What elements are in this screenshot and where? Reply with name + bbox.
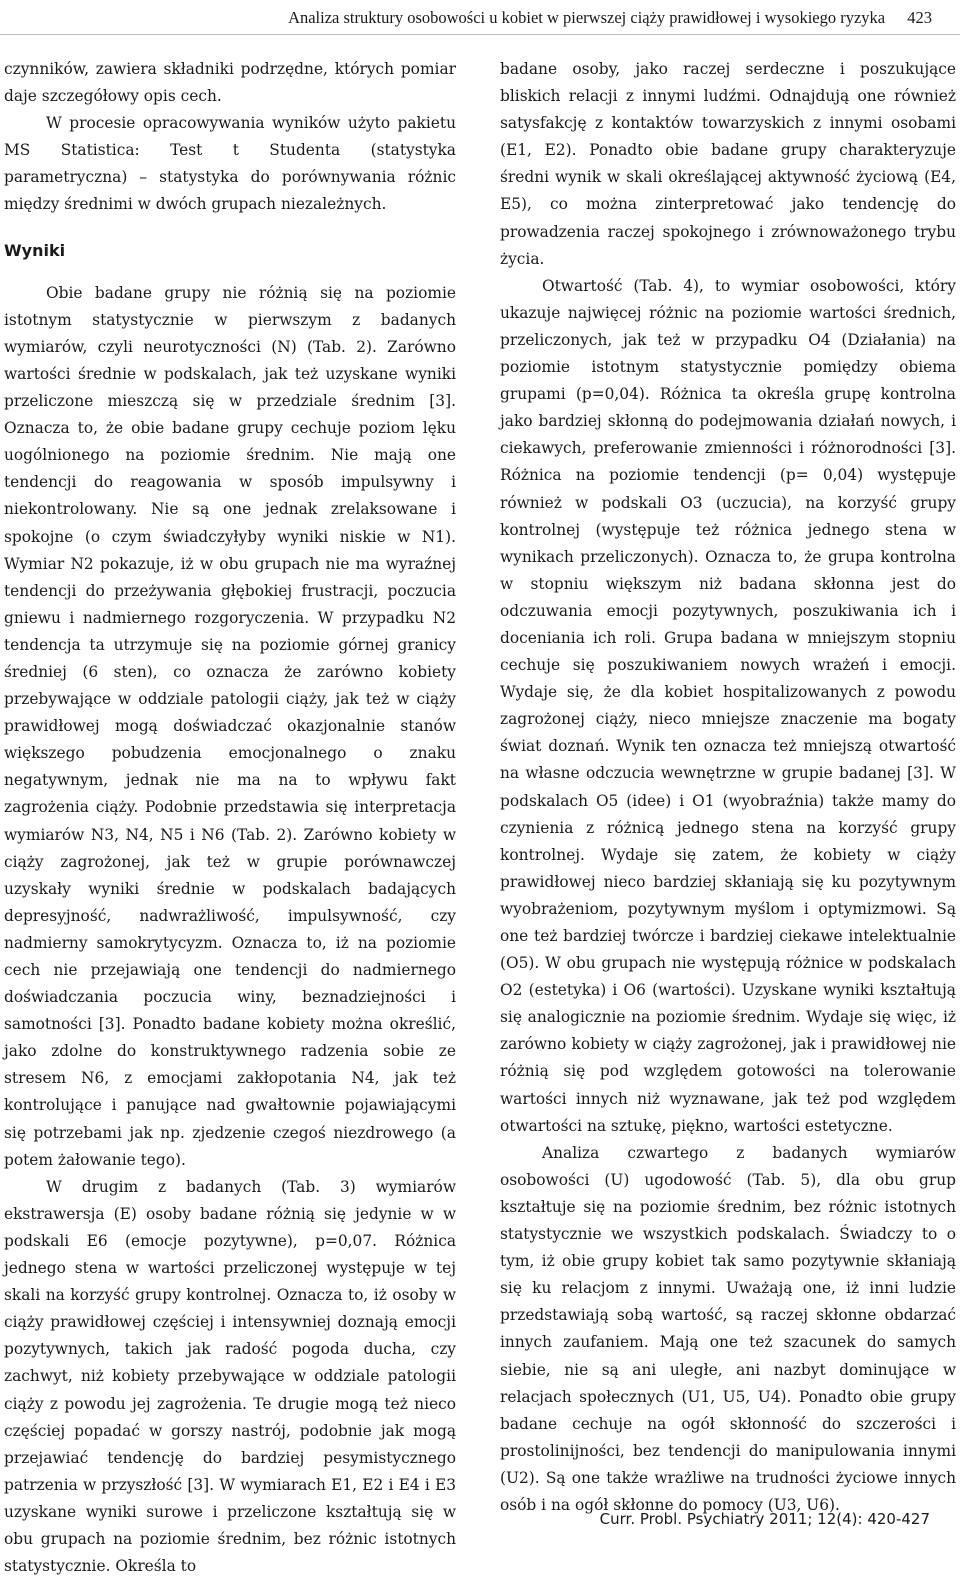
- right-column: [500, 56, 956, 1519]
- page-number: 423: [907, 8, 932, 27]
- left-column: [4, 56, 456, 1580]
- paragraph: W procesie opracowywania wyników użyto pakietu MS Statistica: Test t Studenta (statystyka parametryczna) – statystyka do porównywania różnic między średnimi w dwóch grupach niezależnych.: [4, 114, 456, 214]
- paragraph: Otwartość (Tab. 4), to wymiar osobowości, który ukazuje najwięcej różnic na poziomie wartości średnich, przeliczonych, jak też w przypadku O4 (Działania) na poziomie istotnym statystycznie pomiędzy obiema grupami (p=0,04). Różnica ta określa grupę kontrolna jako bardziej skłonną do podejmowania działań nowych, i ciekawych, preferowanie zmienności i różnorodności [3]. Różnica na poziomie tendencji (p= 0,04) występuje również w podskali O3 (uczucia), na korzyść grupy kontrolnej (występuje też różnica jednego stena w wynikach przeliczonych). Oznacza to, że grupa kontrolna w stopniu większym niż badana skłonna jest do odczuwania emocji pozytywnych, poszukiwania ich i doceniania ich roli. Grupa badana w mniejszym stopniu cechuje się poszukiwaniem nowych wrażeń i emocji. Wydaje się, że dla kobiet hospitalizowanych z powodu zagrożonej ciąży, nieco mniejsze znaczenie ma bogaty świat doznań. Wynik ten oznacza też mniejszą otwartość na własne odczucia wewnętrzne w grupie badanej [3]. W podskalach O5 (idee) i O1 (wyobraźnia) także mamy do czynienia z różnicą jednego stena na korzyść grupy kontrolnej. Wydaje się zatem, że kobiety w ciąży prawidłowej nieco bardziej skłaniają się ku pozytywnym wyobrażeniom, pozytywnym myślom i optymizmowi. Są one też bardziej twórcze i bardziej ciekawe intelektualnie (O5). W obu grupach nie występują różnice w podskalach O2 (estetyka) i O6 (wartości). Uzyskane wyniki kształtują się analogicznie na poziomie średnim. Wydaje się więc, iż zarówno kobiety w ciąży zagrożonej, jak i prawidłowej nie różnią się pod względem gotowości na tolerowanie wartości innych niż wyznawane, jak też pod względem otwartości na sztukę, piękno, wartości estetyczne.: [500, 276, 956, 1135]
- paragraph: czynników, zawiera składniki podrzędne, których pomiar daje szczegółowy opis cech.: [4, 60, 456, 106]
- section-heading: Wyniki: [4, 240, 66, 260]
- paragraph: W drugim z badanych (Tab. 3) wymiarów ekstrawersja (E) osoby badane różnią się jedynie w w podskali E6 (emocje pozytywne), p=0,07. Różnica jednego stena w wartości przeliczonej występuje w tej skali na korzyść grupy kontrolnej. Oznacza to, iż osoby w ciąży prawidłowej częściej i intensywniej doznają emocji pozytywnych, takich jak radość pogoda ducha, czy zachwyt, niż kobiety przebywające w oddziale patologii ciąży z powodu jej zagrożenia. Te drugie mogą też nieco częściej popadać w gorszy nastrój, podobnie jak mogą przejawiać tendencję do bardziej pesymistycznego patrzenia w przyszłość [3]. W wymiarach E1, E2 i E4 i E3 uzyskane wyniki surowe i przeliczone kształtują się w obu grupach na poziomie średnim, bez różnic istotnych statystycznie. Określa to: [4, 1177, 456, 1576]
- running-header: [28, 8, 932, 28]
- running-title: Analiza struktury osobowości u kobiet w pierwszej ciąży prawidłowej i wysokiego ryzyka: [288, 8, 886, 27]
- paragraph: Analiza czwartego z badanych wymiarów osobowości (U) ugodowość (Tab. 5), dla obu grup kształtuje się na poziomie średnim, bez różnic istotnych statystycznie we wszystkich podskalach. Świadczy to o tym, iż obie grupy kobiet tak samo pozytywnie skłaniają się ku relacjom z innymi. Uważają one, iż inni ludzie przedstawiają sobą wartość, są raczej skłonne obdarzać innych zaufaniem. Mają one też szacunek do samych siebie, nie są ani uległe, ani nazbyt dominujące w relacjach społecznych (U1, U5, U4). Ponadto obie grupy badane cechuje na ogół skłonność do szczerości i prostolinijności, bez tendencji do manipulowania innymi (U2). Są one także wrażliwe na trudności życiowe innych osób i na ogół skłonne do pomocy (U3, U6).: [500, 1143, 956, 1514]
- journal-citation: Curr. Probl. Psychiatry 2011; 12(4): 420-427: [599, 1510, 930, 1528]
- paragraph: Obie badane grupy nie różnią się na poziomie istotnym statystycznie w pierwszym z badanych wymiarów, czyli neurotyczności (N) (Tab. 2). Zarówno wartości średnie w podskalach, jak też uzyskane wyniki przeliczone mieszczą się w przedziale średnim [3]. Oznacza to, że obie badane grupy cechuje poziom lęku uogólnionego na poziomie średnim. Nie mają one tendencji do reagowania w sposób impulsywny i niekontrolowany. Nie są one jednak zrelaksowane i spokojne (o czym świadczyłyby wyniki niskie w N1). Wymiar N2 pokazuje, iż w obu grupach nie ma wyraźnej tendencji do przeżywania głębokiej frustracji, poczucia gniewu i nadmiernego rozgoryczenia. W przypadku N2 tendencja ta utrzymuje się na poziomie górnej granicy średniej (6 sten), co oznacza że zarówno kobiety przebywające w oddziale patologii ciąży, jak też w ciąży prawidłowej mogą doświadczać okazjonalnie stanów większego pobudzenia emocjonalnego o znaku negatywnym, jednak nie ma na to wpływu fakt zagrożenia ciąży. Podobnie przedstawia się interpretacja wymiarów N3, N4, N5 i N6 (Tab. 2). Zarówno kobiety w ciąży zagrożonej, jak też w grupie porównawczej uzyskały wyniki średnie w podskalach badających depresyjność, nadwrażliwość, impulsywność, czy nadmierny samokrytycyzm. Oznacza to, iż na poziomie cech nie przejawiają one tendencji do nadmiernego doświadczania poczucia winy, beznadziejności i samotności [3]. Ponadto badane kobiety można określić, jako zdolne do konstruktywnego radzenia sobie ze stresem N6, z emocjami zakłopotania N4, jak też kontrolujące i panujące nad gwałtownie pojawiającymi się potrzebami jak np. zjedzenie czegoś niezdrowego (a potem żałowanie tego).: [4, 283, 456, 1169]
- header-divider: [0, 34, 960, 35]
- paragraph: badane osoby, jako raczej serdeczne i poszukujące bliskich relacji z innymi ludźmi. Odnajdują one również satysfakcję z kontaktów towarzyskich z innymi osobami (E1, E2). Ponadto obie badane grupy charakteryzuje średni wynik w skali określającej aktywność życiową (E4, E5), co można zinterpretować jako tendencję do prowadzenia raczej spokojnego i zrównoważonego trybu życia.: [500, 60, 956, 268]
